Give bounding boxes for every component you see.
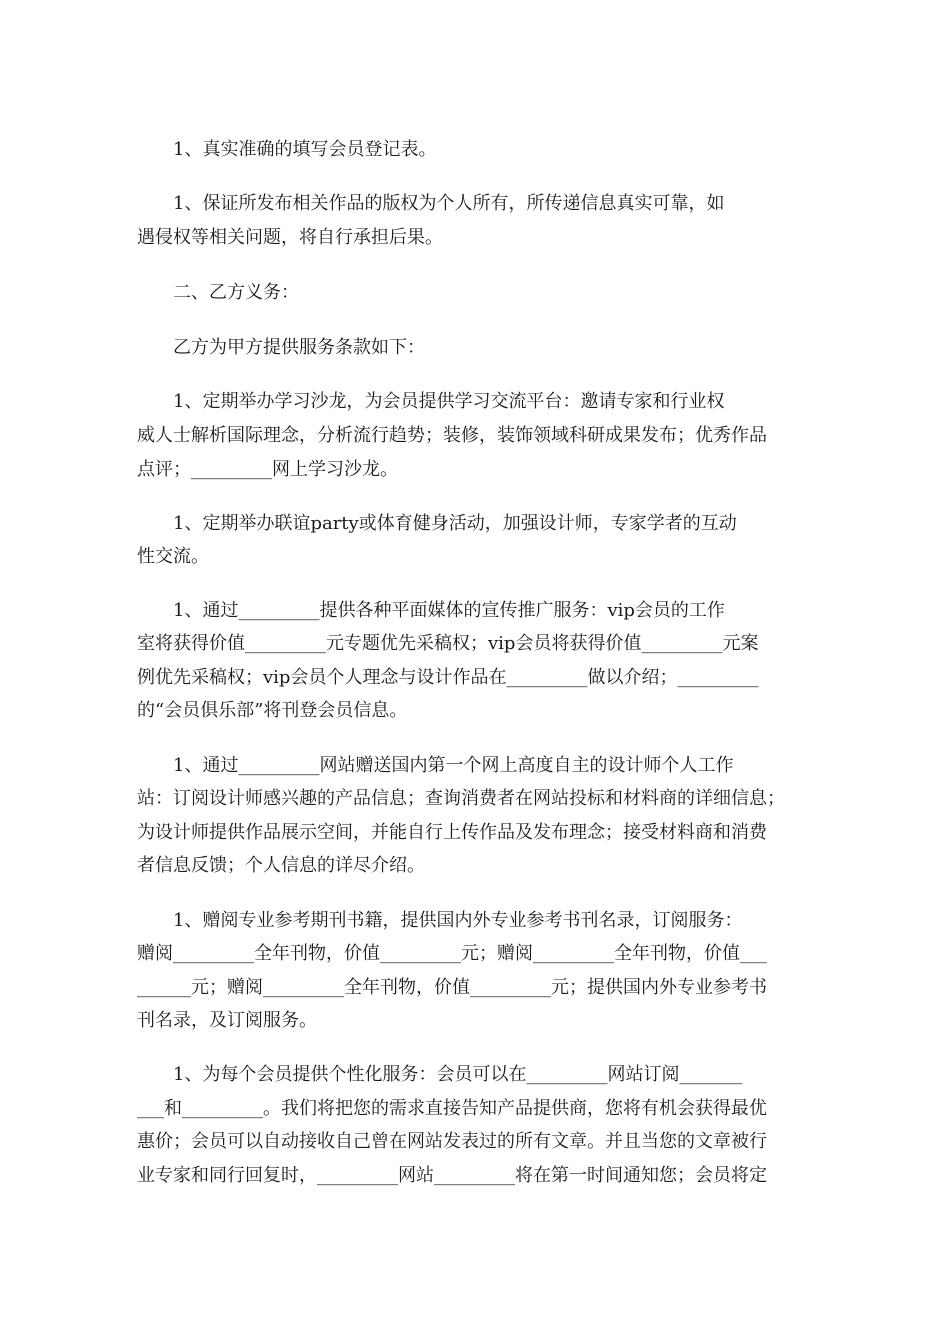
section-heading: 二、乙方义务：	[137, 282, 299, 303]
text-line: 乙方为甲方提供服务条款如下：	[137, 337, 425, 358]
text-line: 威人士解析国际理念，分析流行趋势；装修，装饰领域科研成果发布；优秀作品	[137, 425, 767, 446]
text-line: 站：订阅设计师感兴趣的产品信息；查询消费者在网站投标和材料商的详细信息；	[137, 788, 785, 809]
text-line: 惠价；会员可以自动接收自己曾在网站发表过的所有文章。并且当您的文章被行	[137, 1131, 767, 1152]
text-line: 1、通过_________提供各种平面媒体的宣传推广服务：vip会员的工作	[137, 600, 725, 621]
text-line: 1、定期举办联谊party或体育健身活动，加强设计师，专家学者的互动	[137, 513, 737, 534]
text-line: 者信息反馈；个人信息的详尽介绍。	[137, 855, 425, 876]
text-line: 1、赠阅专业参考期刊书籍，提供国内外专业参考书刊名录，订阅服务：	[137, 910, 743, 931]
text-line: 1、为每个会员提供个性化服务：会员可以在_________网站订阅_______	[137, 1064, 743, 1085]
text-line: 室将获得价值_________元专题优先采稿权；vip会员将获得价值_________元案	[137, 633, 759, 654]
text-line: 遇侵权等相关问题，将自行承担后果。	[137, 227, 443, 248]
text-line: 赠阅_________全年刊物，价值_________元；赠阅_________全年刊物，价值___	[137, 943, 767, 964]
text-line: 为设计师提供作品展示空间，并能自行上传作品及发布理念；接受材料商和消费	[137, 822, 767, 843]
text-line: 业专家和同行回复时，_________网站_________将在第一时间通知您；会员将定	[137, 1165, 767, 1186]
text-line: 性交流。	[137, 546, 209, 567]
text-line: 1、通过_________网站赠送国内第一个网上高度自主的设计师个人工作	[137, 755, 734, 776]
text-line: 例优先采稿权；vip会员个人理念与设计作品在_________做以介绍；_________	[137, 667, 759, 688]
text-line: ______元；赠阅_________全年刊物，价值_________元；提供国内外专业参考书	[137, 977, 767, 998]
text-line: 刊名录，及订阅服务。	[137, 1010, 317, 1031]
text-line: 1、真实准确的填写会员登记表。	[137, 139, 437, 160]
text-line: ___和_________。我们将把您的需求直接告知产品提供商，您将有机会获得最优	[137, 1098, 767, 1119]
text-line: 1、定期举办学习沙龙，为会员提供学习交流平台：邀请专家和行业权	[137, 391, 725, 412]
text-line: 点评；_________网上学习沙龙。	[137, 459, 398, 480]
text-line: 1、保证所发布相关作品的版权为个人所有，所传递信息真实可靠，如	[137, 193, 725, 214]
text-line: 的“会员俱乐部”将刊登会员信息。	[137, 700, 408, 721]
